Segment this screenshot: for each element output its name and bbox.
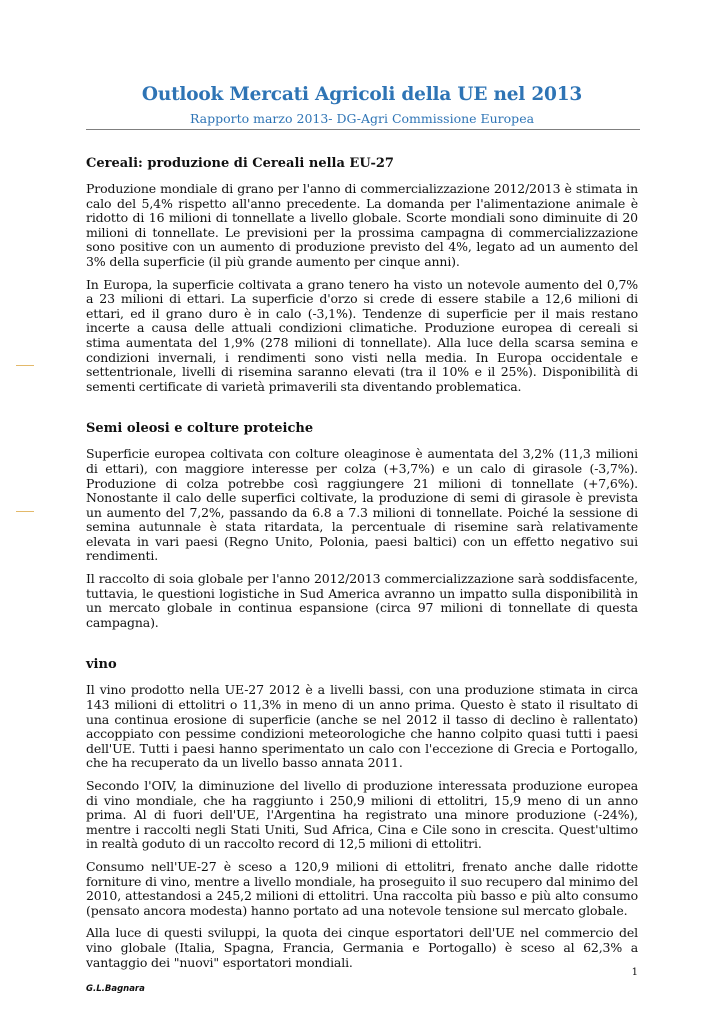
header-divider	[86, 129, 640, 130]
section-heading: Cereali: produzione di Cereali nella EU-27	[86, 156, 394, 171]
section-heading: vino	[86, 657, 117, 673]
margin-mark	[16, 511, 34, 512]
section-gap	[86, 638, 638, 656]
paragraph: Alla luce di questi sviluppi, la quota dei cinque esportatori dell'UE nel commercio del vino globale (Italia, Spagna, Francia, Germania e Portogallo) è sceso al 62,3% a vantaggio dei "nuovi" esportatori mondiali.	[86, 925, 638, 970]
page-number: 1	[631, 967, 638, 978]
paragraph: Il vino prodotto nella UE-27 2012 è a livelli bassi, con una produzione stimata in circa 143 milioni di ettolitri o 11,3% in meno di un anno prima. Questo è stato il risultato di una continua erosione di superficie (anche se nel 2012 il tasso di declino è rallentato) accoppiato con pessime condizioni meteorologiche che hanno colpito quasi tutti i paesi dell'UE. Tutti i paesi hanno sperimentato un calo con l'eccezione di Grecia e Portogallo, che ha recuperato da un livello basso annata 2011.	[86, 682, 638, 771]
section-vino	[86, 656, 638, 970]
paragraph: Superficie europea coltivata con colture oleaginose è aumentata del 3,2% (11,3 milioni di ettari), con maggiore interesse per colza (+3,7%) e un calo di girasole (-3,7%). Produzione di colza potrebbe così raggiungere 21 milioni di tonnellate (+7,6%). Nonostante il calo delle superfici coltivate, la produzione di semi di girasole è prevista un aumento del 7,2%, passando da 6.8 a 7.3 milioni di tonnellate. Poiché la sessione di semina autunnale è stata ritardata, la percentuale di risemine sarà relativamente elevata in vari paesi (Regno Unito, Polonia, paesi baltici) con un effetto negativo sui rendimenti.	[86, 446, 638, 564]
paragraph: Secondo l'OIV, la diminuzione del livello di produzione interessata produzione europea di vino mondiale, che ha raggiunto i 250,9 milioni di ettolitri, 15,9 meno di un anno prima. Al di fuori dell'UE, l'Argentina ha registrato una minore produzione (-24%), mentre i raccolti negli Stati Uniti, Sud Africa, Cina e Cile sono in crescita. Quest'ultimo in realtà goduto di un raccolto record di 12,5 milioni di ettolitri.	[86, 778, 638, 852]
document-subtitle: Rapporto marzo 2013- DG-Agri Commissione Europea	[189, 111, 535, 126]
footer-author: G.L.Bagnara	[86, 984, 145, 994]
margin-mark	[16, 365, 34, 366]
section-cereali	[86, 155, 638, 394]
paragraph: Produzione mondiale di grano per l'anno di commercializzazione 2012/2013 è stimata in calo del 5,4% rispetto all'anno precedente. La domanda per l'alimentazione animale è ridotto di 16 milioni di tonnellate a livello globale. Scorte mondiali sono diminuite di 20 milioni di tonnellate. Le previsioni per la prossima campagna di commercializzazione sono positive con un aumento di produzione previsto del 4%, legato ad un aumento del 3% della superficie (il più grande aumento per cinque anni).	[86, 181, 638, 269]
section-gap	[86, 402, 638, 420]
paragraph: Consumo nell'UE-27 è sceso a 120,9 milioni di ettolitri, frenato anche dalle ridotte forniture di vino, mentre a livello mondiale, ha proseguito il suo recupero dal minimo del 2010, attestandosi a 245,2 milioni di ettolitri. Una raccolta più basso e più alto consumo (pensato ancora modesta) hanno portato ad una notevole tensione sul mercato globale.	[86, 858, 638, 918]
section-heading: Semi oleosi e colture proteiche	[86, 421, 314, 437]
document-body	[86, 155, 638, 978]
paragraph: In Europa, la superficie coltivata a grano tenero ha visto un notevole aumento del 0,7% a 23 milioni di ettari. La superficie d'orzo si crede di essere stabile a 12,6 milioni di ettari, ed il grano duro è in calo (-3,1%). Tendenze di superficie per il mais restano incerte a causa delle attuali condizioni climatiche. Produzione europea di cereali si stima aumentata del 1,9% (278 milioni di tonnellate). Alla luce della scarsa semina e condizioni invernali, i rendimenti sono visti nella media. In Europa occidentale e settentrionale, livelli di risemina saranno elevati (tra il 10% e il 25%). Disponibilità di sementi certificate di varietà primaverili sta diventando problematica.	[86, 276, 638, 394]
paragraph: Il raccolto di soia globale per l'anno 2012/2013 commercializzazione sarà soddisfacente, tuttavia, le questioni logistiche in Sud America avranno un impatto sulla disponibilità in un mercato globale in continua espansione (circa 97 milioni di tonnellate di questa campagna).	[86, 571, 638, 630]
document-title: Outlook Mercati Agricoli della UE nel 2013	[141, 84, 583, 105]
section-semi-oleosi	[86, 420, 638, 630]
